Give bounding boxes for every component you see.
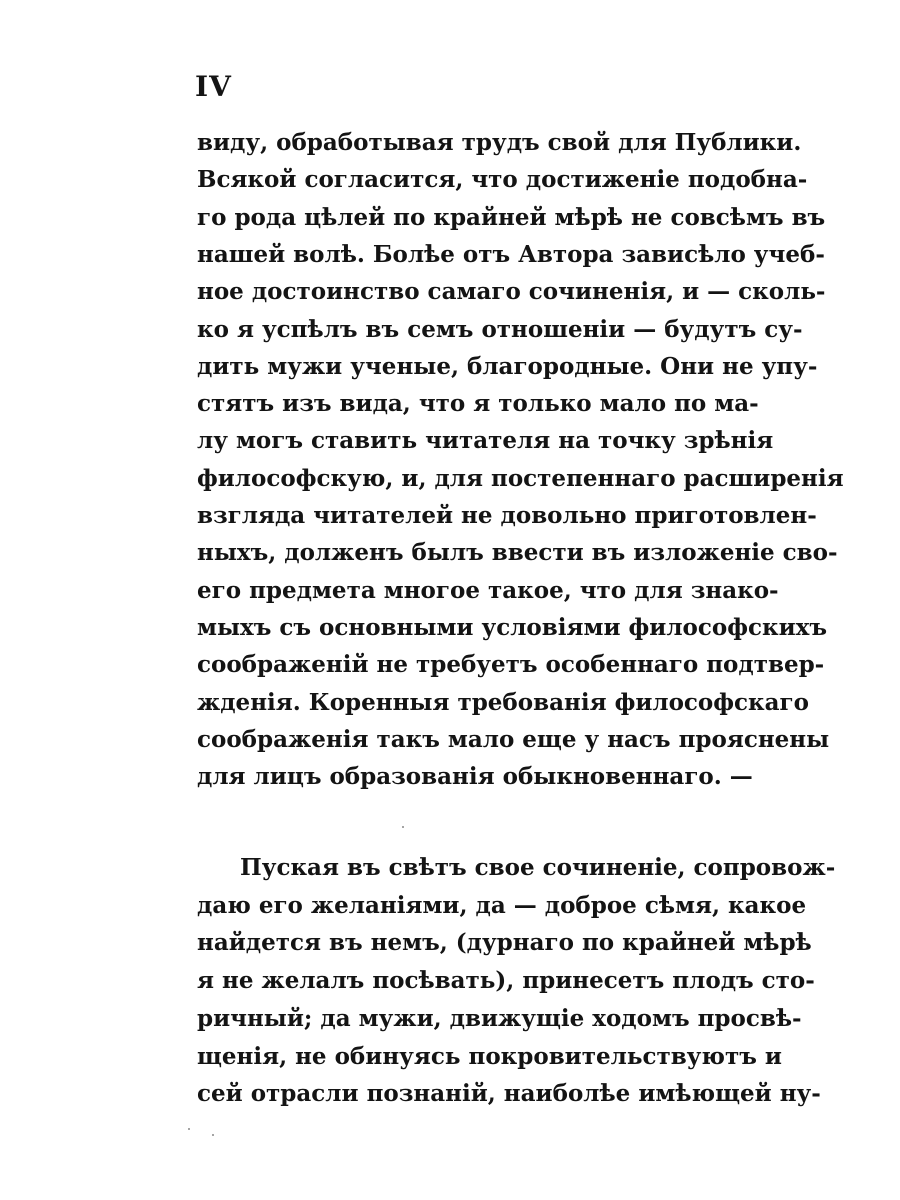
text-line: ко я успѣлъ въ семъ отношеніи — будутъ су- (197, 315, 803, 343)
text-line: мыхъ съ основными условіями философскихъ (197, 613, 828, 641)
text-line: найдется въ немъ, (дурнаго по крайней мѣрѣ (197, 929, 812, 957)
text-line: даю его желаніями, да — доброе сѣмя, какое (197, 891, 807, 919)
text-line: ричный; да мужи, движущіе ходомъ просвѣ- (197, 1004, 802, 1032)
text-line: сей отрасли познаній, наиболѣе имѣющей ну- (197, 1080, 821, 1108)
text-line: я не желалъ посѣвать), принесетъ плодъ сто- (197, 967, 815, 995)
text-line: его предмета многое такое, что для знако- (197, 576, 779, 604)
print-speck (402, 826, 404, 828)
print-speck (188, 1128, 190, 1130)
text-line: взгляда читателей не довольно приготовлен- (197, 502, 817, 529)
print-speck (212, 1134, 214, 1136)
text-line: виду, обработывая трудъ свой для Публики. (197, 129, 802, 156)
text-line: соображеній не требуетъ особеннаго подтвер- (197, 651, 825, 679)
text-line: дить мужи ученые, благородные. Они не упу- (197, 352, 818, 380)
text-line: философскую, и, для постепеннаго расширенія (197, 464, 844, 492)
text-line: го рода цѣлей по крайней мѣрѣ не совсѣмъ въ (197, 203, 826, 231)
text-line: жденія. Коренныя требованія философскаго (197, 688, 809, 716)
text-line: ныхъ, долженъ былъ ввести въ изложеніе сво- (197, 539, 838, 567)
text-line: стятъ изъ вида, что я только мало по ма- (197, 390, 759, 418)
text-line: соображенія такъ мало еще у насъ прояснены (197, 725, 830, 753)
text-line: щенія, не обинуясь покровительствуютъ и (197, 1042, 782, 1070)
text-line: Всякой согласится, что достиженіе подобна- (197, 166, 808, 194)
page-number: IV (195, 70, 232, 103)
text-line: ное достоинство самаго сочиненія, и — сколь- (197, 278, 826, 306)
text-line: Пуская въ свѣтъ свое сочиненіе, сопровож- (240, 854, 836, 881)
text-line: лу могъ ставить читателя на точку зрѣнія (197, 427, 774, 455)
text-line: для лицъ образованія обыкновеннаго. — (197, 763, 753, 791)
text-line: нашей волѣ. Болѣе отъ Автора зависѣло учеб- (197, 240, 825, 268)
